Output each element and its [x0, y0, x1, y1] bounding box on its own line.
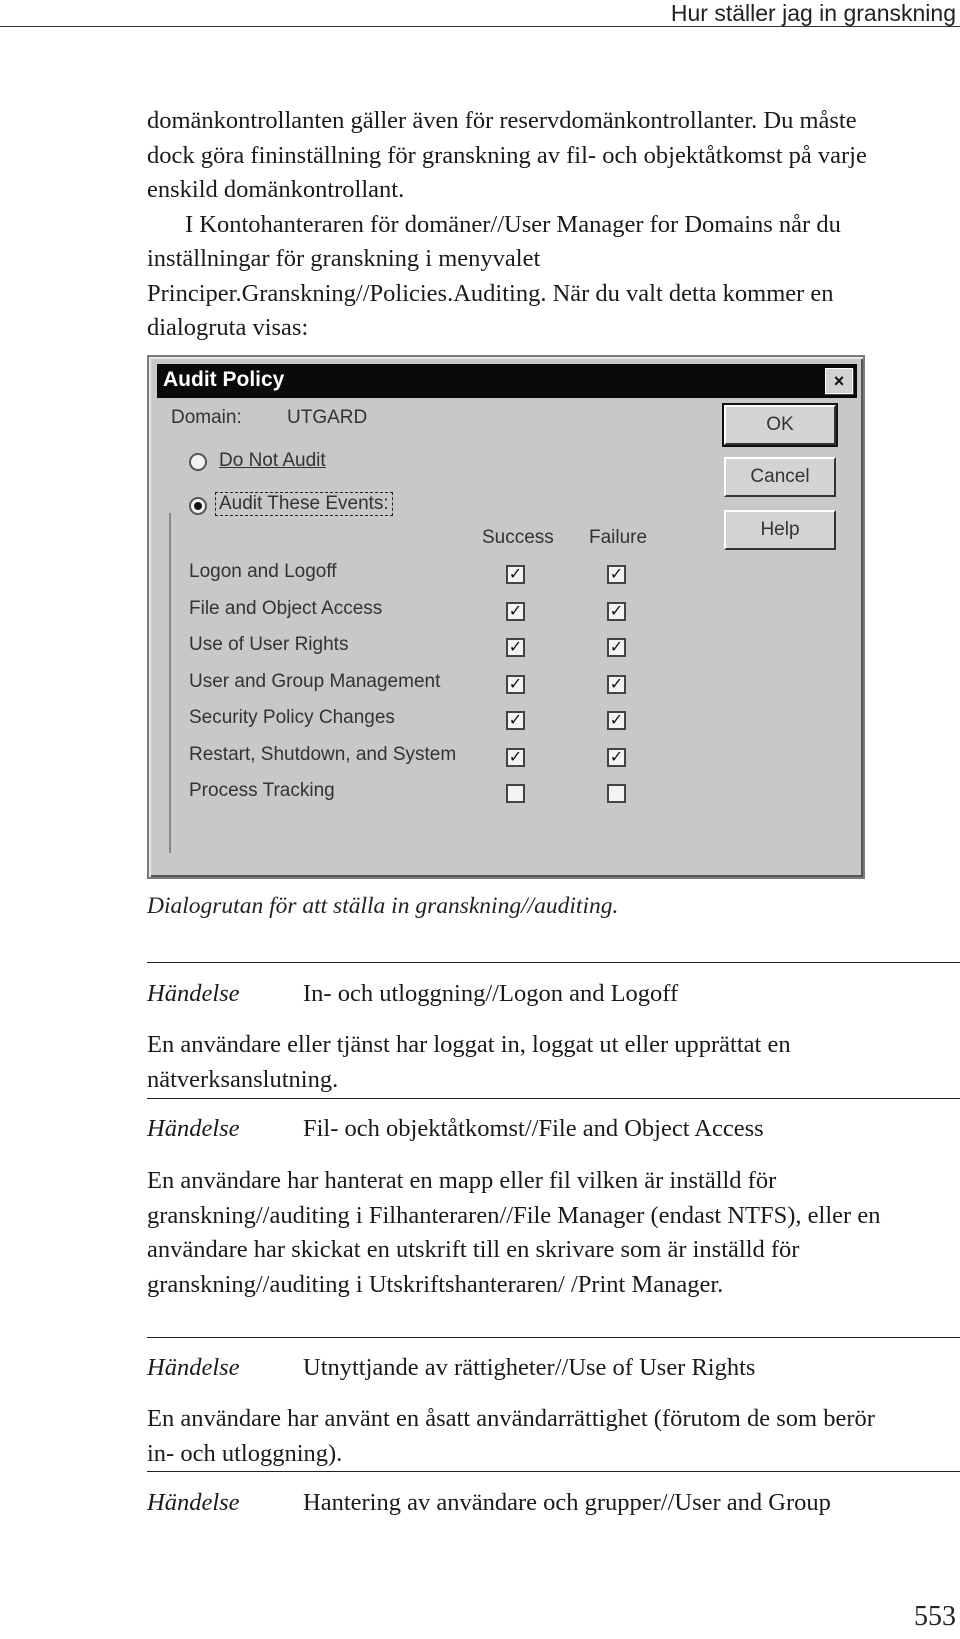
intro-paragraph-1: domänkontrollanten gäller även för reservdomänkontrollanter. Du måste dock göra fininställning för granskning av fil- och objektåtkomst på varje enskild domänkontrollant. [147, 107, 867, 203]
dialog-titlebar [157, 364, 857, 398]
column-failure: Failure [589, 527, 648, 548]
audit-event-label: Logon and Logoff [189, 561, 337, 582]
audit-event-label: Process Tracking [189, 780, 335, 801]
domain-value: UTGARD [287, 407, 368, 428]
audit-event-label: User and Group Management [189, 670, 441, 692]
section-rule [147, 1471, 960, 1472]
dialog-title: Audit Policy [163, 368, 285, 391]
failure-checkbox: ✓ [607, 748, 626, 767]
section-rule [147, 962, 960, 963]
success-checkbox: ✓ [506, 602, 525, 621]
event-name: Hantering av användare och grupper//User and Group [303, 1489, 831, 1516]
success-checkbox [506, 784, 525, 803]
event-keyword: Händelse [147, 1354, 240, 1381]
radio-do-not-audit [189, 453, 207, 471]
audit-event-label: File and Object Access [189, 597, 383, 619]
page-number: 553 [914, 1601, 956, 1632]
radio-audit-events-label: Audit These Events: [215, 492, 393, 516]
help-button: Help [724, 510, 836, 550]
failure-checkbox: ✓ [607, 602, 626, 621]
audit-policy-dialog-screenshot [147, 355, 865, 879]
event-keyword: Händelse [147, 1115, 240, 1142]
failure-checkbox: ✓ [607, 565, 626, 584]
event-name: Fil- och objektåtkomst//File and Object Access [303, 1115, 764, 1142]
failure-checkbox: ✓ [607, 675, 626, 694]
ok-button: OK [724, 405, 836, 445]
failure-checkbox [607, 784, 626, 803]
figure-caption: Dialogrutan för att ställa in granskning//auditing. [147, 893, 619, 919]
radio-do-not-audit-label: Do Not Audit [219, 450, 326, 471]
close-icon: × [825, 368, 853, 394]
event-description: En användare har hanterat en mapp eller fil vilken är inställd för granskning//auditing i Filhanteraren//File Manager (endast NTFS), eller en användare har skickat en utskrift till en skrivare som är inställd för granskning//auditing i Utskriftshanteraren/ /Print Manager. [147, 1167, 881, 1298]
event-description: En användare eller tjänst har loggat in, loggat ut eller upprättat en nätverksanslutning. [147, 1031, 791, 1093]
running-header [0, 0, 960, 27]
audit-event-label: Use of User Rights [189, 634, 349, 655]
section-rule [147, 1098, 960, 1099]
event-keyword: Händelse [147, 1489, 240, 1516]
intro-paragraph-2: I Kontohanteraren för domäner//User Manager for Domains når du inställningar för granskning i menyvalet Principer.Granskning//Policies.Auditing. När du valt detta kommer en dialogruta visas: [147, 210, 841, 341]
audit-event-label: Security Policy Changes [189, 707, 395, 728]
success-checkbox: ✓ [506, 638, 525, 657]
intro-text [147, 104, 892, 346]
running-title: Hur ställer jag in granskning [670, 0, 956, 26]
cancel-button: Cancel [724, 457, 836, 497]
failure-checkbox: ✓ [607, 711, 626, 730]
event-name: In- och utloggning//Logon and Logoff [303, 980, 679, 1007]
failure-checkbox: ✓ [607, 638, 626, 657]
column-success: Success [482, 527, 554, 548]
event-keyword: Händelse [147, 980, 240, 1007]
success-checkbox: ✓ [506, 711, 525, 730]
event-description: En användare har använt en åsatt användarrättighet (förutom de som berör in- och utloggning). [147, 1405, 875, 1467]
event-name: Utnyttjande av rättigheter//Use of User Rights [303, 1354, 756, 1381]
audit-event-label: Restart, Shutdown, and System [189, 743, 457, 765]
section-rule [147, 1337, 960, 1338]
success-checkbox: ✓ [506, 748, 525, 767]
domain-label: Domain: [171, 407, 242, 428]
success-checkbox: ✓ [506, 565, 525, 584]
success-checkbox: ✓ [506, 675, 525, 694]
